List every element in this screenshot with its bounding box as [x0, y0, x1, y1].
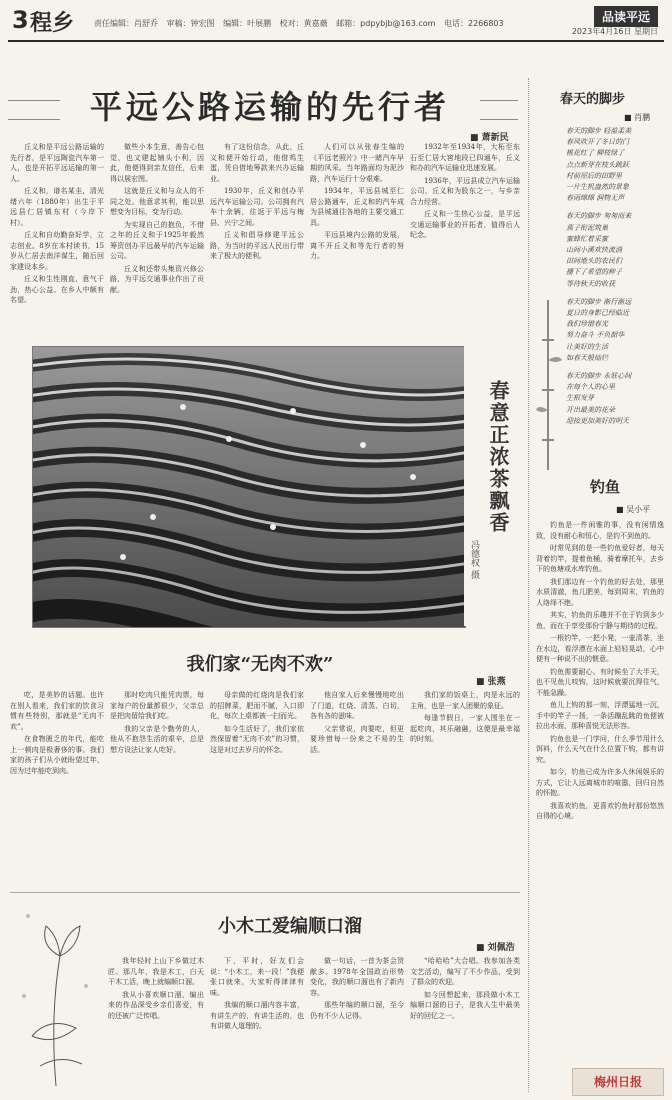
paragraph: 为实现自己的抱负，不惜之年的丘义和于1925年毅然筹资创办平远最早的汽车运输公司。 — [110, 220, 204, 260]
poem-line: 迎接更加美好的明天 — [566, 416, 629, 425]
poem-body — [566, 126, 662, 427]
poem-line: 燕子衔泥筑巢 — [566, 223, 608, 232]
credit-item: 校对：黄嘉薇 — [279, 19, 328, 28]
credit-item: 邮箱：pdpybjb@163.com — [336, 19, 436, 28]
photo-credit: 冯德权 摄 — [469, 540, 479, 579]
brand-logo: 品读平远 — [594, 6, 658, 27]
poem-line: 在每个人的心里 — [566, 383, 615, 392]
credit-item: 责任编辑：肖舒乔 — [94, 19, 158, 28]
poem-line: 等待秋天的收获 — [566, 279, 615, 288]
article3-headline: 小木工爱编顺口溜 — [218, 916, 362, 937]
paragraph: 有了这份信念，从此，丘义和便开始行动，他借鸡生蛋，凭自借地筹款来兴办运输业。 — [210, 143, 304, 183]
article1-column — [210, 142, 304, 338]
poem-line: 春天的脚步 匆匆而来 — [566, 212, 632, 221]
article2-column — [310, 690, 404, 880]
paragraph: 我们那边有一个钓鱼的好去处，那里水质清澈，鱼儿肥美，每到周末，钓鱼的人络绎不绝。 — [536, 577, 664, 607]
poem-line: 我们珍惜春光 — [566, 320, 608, 329]
paragraph: 丘义和一生热心公益，是平远交通运输事业的开拓者，值得后人纪念。 — [410, 210, 520, 239]
poem-line: 蜜蜂忙着采蜜 — [566, 234, 608, 243]
poem-line: 春雨绵绵 润物无声 — [566, 194, 625, 203]
article4-column — [536, 520, 664, 1060]
article2-column — [210, 690, 304, 880]
credit-item: 编辑：叶展鹏 — [223, 19, 272, 28]
paragraph: 我年轻时上山下乡做过木匠。那几年，我是木工，白天干木工活，晚上就编顺口溜。 — [108, 957, 204, 986]
paragraph: 钓鱼需要耐心。有时候坐了大半天，也不见鱼儿咬钩，这时候就要沉得住气，不能急躁。 — [536, 667, 664, 697]
paragraph: 每逢节假日，一家人围坐在一起吃肉，其乐融融，这便是最幸福的时刻。 — [410, 714, 520, 743]
paragraph: 1930年，丘义和创办平远汽车运输公司。公司拥有汽车十余辆，往返于平远与梅县、兴宁之间。 — [210, 187, 304, 227]
article1-column — [410, 142, 520, 338]
paragraph: 这就是丘义和与众人的不同之处。他意求其利，能以思想变为目标，变为行动。 — [110, 187, 204, 216]
paragraph: “哈哈哈”大合唱。我参加各类文艺活动，编写了不少作品，受到了群众的欢迎。 — [410, 957, 520, 986]
poem-line: 如春天般灿烂 — [566, 353, 608, 362]
paragraph: 一根钓竿，一把小凳，一壶清茶，坐在水边，看浮漂在水面上轻轻晃动，心中便有一种说不出的惬意。 — [536, 634, 664, 663]
paragraph: 钓鱼也是一门学问，什么季节用什么饵料，什么天气在什么位置下钩，都有讲究。 — [536, 734, 664, 764]
article1-column — [110, 142, 204, 338]
tea-garden-photo — [32, 346, 466, 628]
article1-byline: ■ 萧新民 — [470, 133, 509, 143]
paragraph: 我的父亲是个勤劳的人，他从不抱怨生活的艰辛，总是想方设法让家人吃好。 — [110, 724, 204, 754]
article2-headline: 我们家“无肉不欢” — [186, 654, 334, 675]
poem-line: 生根发芽 — [566, 394, 594, 403]
section-title: 程乡 — [30, 10, 75, 36]
article2-column — [10, 690, 104, 880]
paragraph: 丘义和还带头集资兴修公路，为平远交通事业作出了贡献。 — [110, 264, 204, 294]
paragraph: 父亲常说，肉要吃，但更要珍惜每一份来之不易的生活。 — [310, 724, 404, 754]
paragraph: 如今生活好了，我们家依然保留着“无肉不欢”的习惯，这是对过去岁月的怀念。 — [210, 724, 304, 754]
poem-line: 一片生机盎然的景象 — [566, 183, 629, 192]
paragraph: 那时吃肉只能凭肉票，每家每户的份量都很少，父亲总是把肉留给我们吃。 — [110, 691, 204, 720]
poem-line: 田间地头的农民们 — [566, 257, 622, 266]
article3-column — [310, 956, 404, 1092]
paragraph: 时常见到的是一些钓鱼爱好者，每天背着钓竿，提着鱼桶，骑着摩托车，去乡下的鱼塘或水库钓鱼。 — [536, 544, 664, 573]
issue-date: 2023年4月16日 星期日 — [571, 27, 658, 36]
paragraph: 丘义和倡导修建平远公路，为当时的平远人民出行带来了极大的便利。 — [210, 231, 304, 260]
paragraph: 丘义和，谱名某圭，清光绪六年（1880年）出生于平远县仁居镇东村（今岸下村）。 — [10, 187, 104, 227]
article3-column — [210, 956, 304, 1092]
newspaper-watermark-logo: 梅州日报 — [572, 1068, 664, 1096]
poem-line: 点点新芽在枝头跳跃 — [566, 160, 629, 169]
article4-headline: 钓鱼 — [590, 478, 621, 496]
poem-line: 夏日的身影已经临近 — [566, 309, 629, 318]
poem-line: 春天的脚步 永驻心间 — [566, 372, 632, 381]
paragraph: 我喜欢钓鱼，更喜欢钓鱼时那份悠然自得的心境。 — [536, 801, 664, 820]
paragraph: 如今，钓鱼已成为许多人休闲娱乐的方式，它让人远离城市的喧嚣，回归自然的怀抱。 — [536, 768, 664, 797]
poem-line: 努力奋斗 不负韶华 — [566, 331, 625, 340]
article1-headline: 平远公路运输的先行者 — [60, 82, 480, 128]
editorial-credits — [94, 18, 510, 29]
section-divider — [10, 892, 520, 893]
credit-item: 审稿：钟宏图 — [166, 19, 215, 28]
paragraph: 如今回想起来，那段做小木工编顺口溜的日子，是我人生中最美好的回忆之一。 — [410, 990, 520, 1020]
article2-column — [410, 690, 520, 880]
poem-line: 开出最美的花朵 — [566, 405, 615, 414]
poem-author: ■ 肖鹏 — [624, 113, 651, 122]
poem-title: 春天的脚步 — [560, 92, 626, 107]
paragraph: 我编的顺口溜内容丰富，有讲生产的，有讲生活的，也有讲做人道理的。 — [210, 1001, 304, 1030]
paragraph: 他自家人后来慢慢地吃出了门道，红烧、清蒸、白切，各有各的滋味。 — [310, 691, 404, 720]
paragraph: 下，平时，好友们会说：“小木工，来一段！”我便张口就来，大家听得津津有味。 — [210, 957, 304, 997]
bamboo-illustration — [536, 300, 562, 470]
paragraph: 钓鱼是一件闲雅的事，没有闲情逸致，没有耐心和恒心，是钓不到鱼的。 — [536, 521, 664, 540]
poem-line: 春风吹开了冬日的门 — [566, 138, 629, 147]
article4-byline: ■ 吴小平 — [616, 505, 651, 514]
paragraph: 1936年，平远县成立汽车运输公司，丘义和为股东之一，与乡亲合力经营。 — [410, 176, 520, 206]
paragraph: 丘义和生性刚直，意气干劲，热心公益。在乡人中颇有名望。 — [10, 275, 104, 304]
paragraph: 其实，钓鱼的乐趣并不在于钓到多少鱼，而在于享受那份宁静与期待的过程。 — [536, 611, 664, 630]
paragraph: 母亲做的红烧肉是我们家的招牌菜，肥而不腻，入口即化，每次上桌都被一扫而光。 — [210, 691, 304, 720]
paragraph: 人们可以从张春生编的《平远老照片》中一睹汽车早期的风采。当年路面均为泥沙路，汽车运行十分艰难。 — [310, 143, 404, 183]
poem-line: 春天的脚步 渐行渐远 — [566, 297, 632, 306]
paragraph: 丘义和是平远公路运输的先行者，是平远陶瓷汽车第一人，也是开拓平远运输的第一人。 — [10, 143, 104, 183]
paragraph: 那些年编的顺口溜，至今仍有不少人记得。 — [310, 1001, 404, 1020]
poem-line: 桃花红了 柳枝绿了 — [566, 149, 625, 158]
paragraph: 平远县境内公路的发展，离不开丘义和等先行者的努力。 — [310, 231, 404, 260]
paragraph: 鱼儿上钩的那一刻，浮漂猛地一沉，手中的竿子一扬，一条活蹦乱跳的鱼便被拉出水面，那种喜悦无法形容。 — [536, 701, 664, 730]
paragraph: 吃，是美妙的话题。也许在别人看来，我们家的饮食习惯有些特别，那就是“无肉不欢”。 — [10, 691, 104, 731]
paragraph: 做一句话，一首为茶会贺献多。1978年全国政治形势变化，我的顺口溜也有了新内容。 — [310, 957, 404, 997]
credit-item: 电话：2266803 — [443, 19, 504, 28]
poem-line: 让美好的生活 — [566, 342, 608, 351]
poem-line: 春天的脚步 轻盈柔美 — [566, 127, 632, 135]
article2-column — [110, 690, 204, 880]
poem-line: 村前屋后的田野里 — [566, 171, 622, 180]
poem-line: 山间小溪欢快流淌 — [566, 246, 622, 255]
article1-column — [310, 142, 404, 338]
paragraph: 丘义和自幼勤奋好学，立志创业。8岁在本村读书，15岁从仁居去南洋谋生，随后回家建设本乡。 — [10, 231, 104, 271]
tea-terrace-illustration — [33, 347, 465, 627]
paragraph: 我们家的饭桌上，肉是永远的主角，也是一家人团聚的象征。 — [410, 691, 520, 710]
sidebar-divider — [528, 78, 530, 1092]
lotus-illustration — [10, 896, 102, 1096]
article2-byline: ■ 张燕 — [476, 677, 506, 687]
page-number: 3 — [12, 6, 29, 34]
paragraph: 1934年，平远县城至仁居公路通车，丘义和的汽车成为县城通往各地的主要交通工具。 — [310, 187, 404, 227]
paragraph: 1932年至1934年，大柘至东石至仁居大窖地段已四通车，丘义和办的汽车运输业迅速发展。 — [410, 143, 520, 172]
photo-title: 春意正浓茶飘香 — [486, 380, 510, 534]
masthead — [8, 6, 664, 42]
article1-column — [10, 142, 104, 338]
article3-byline: ■ 刘佩浩 — [476, 943, 515, 953]
article3-column — [410, 956, 520, 1092]
paragraph: 在食物匮乏的年代，能吃上一顿肉是极奢侈的事。我们家的孩子们从小就盼望过年，因为过年能吃到肉。 — [10, 735, 104, 775]
paragraph: 我从小喜欢顺口溜，编出来的作品深受乡亲们喜爱，有的还被广泛传唱。 — [108, 990, 204, 1020]
poem-line: 播下了希望的种子 — [566, 268, 622, 277]
article3-column — [108, 956, 204, 1092]
paragraph: 做些小本生意，善告心包觉，也又建起铺头小利，因此，他便得到亲友信任，后来得以展宏图。 — [110, 143, 204, 183]
